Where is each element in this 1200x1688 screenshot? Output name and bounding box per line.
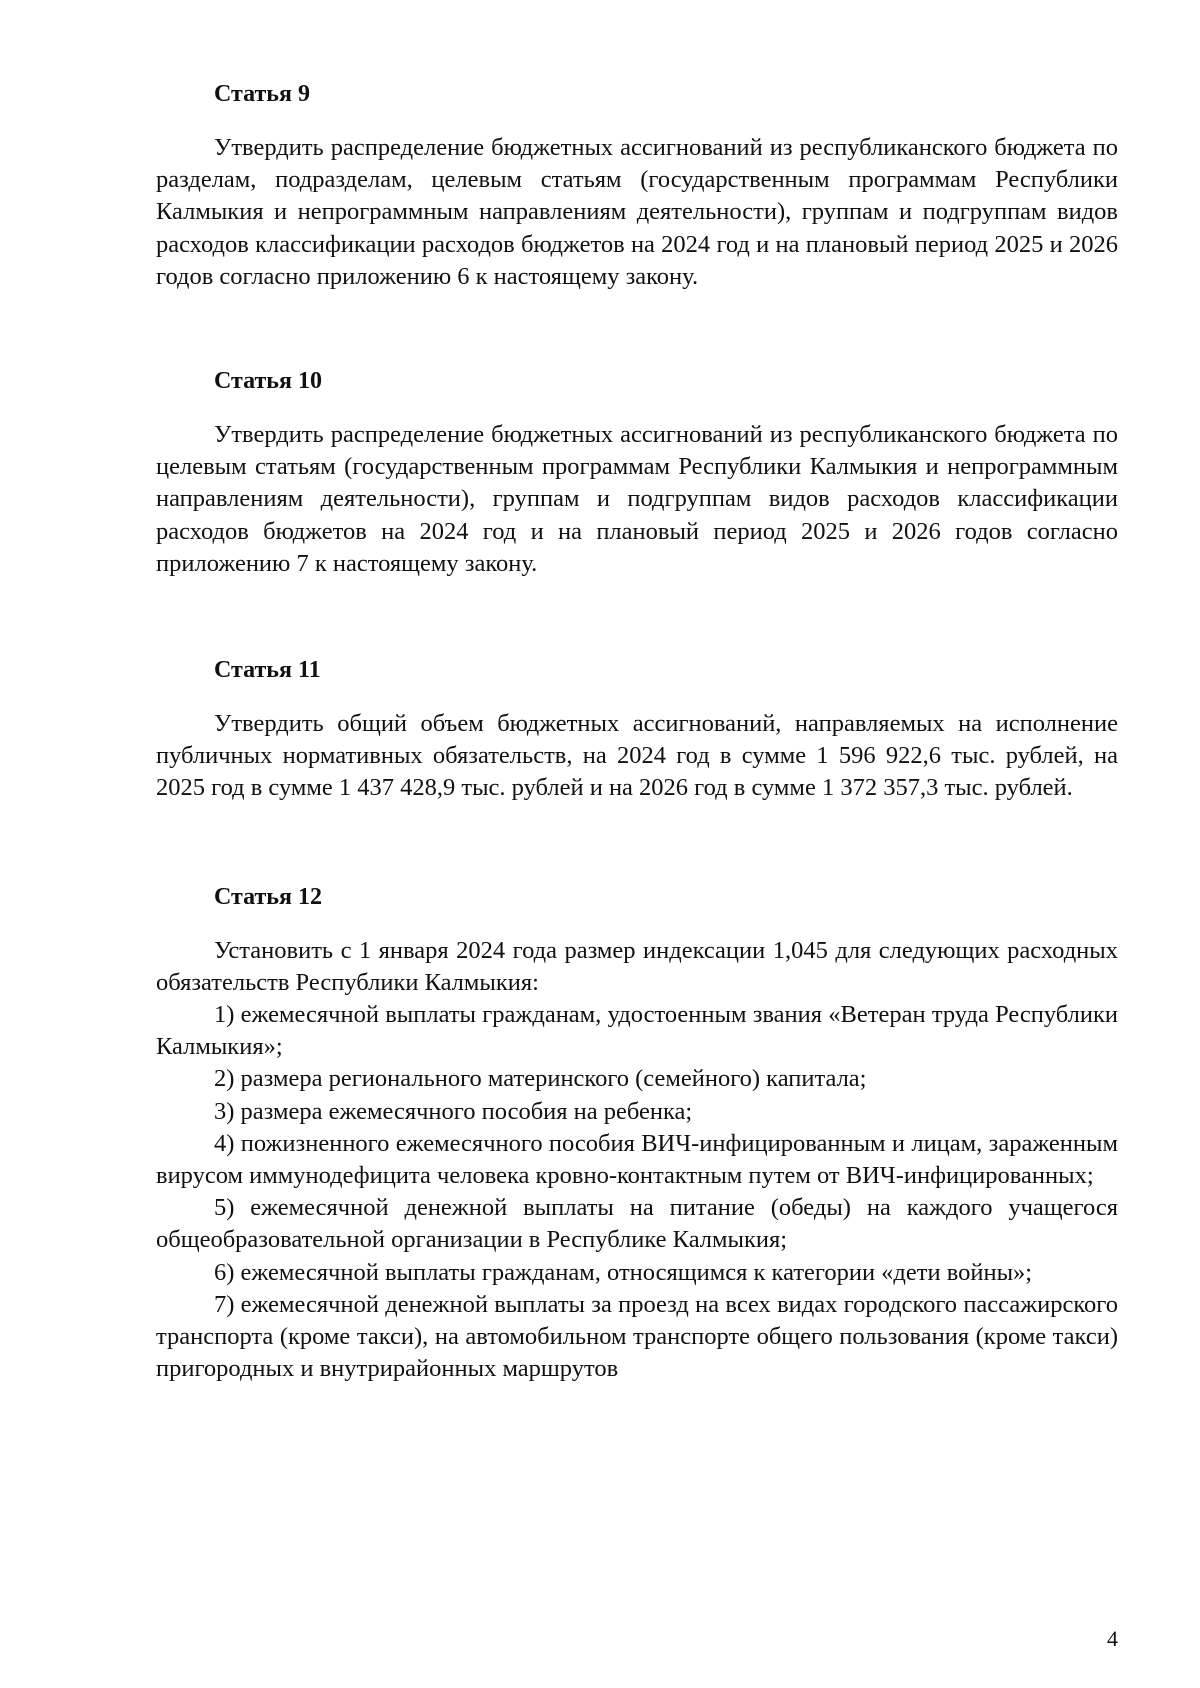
article-text: Утвердить общий объем бюджетных ассигнований, направляемых на исполнение публичных нормативных обязательств, на 2024 год в сумме 1 596 922,6 тыс. рублей, на 2025 год в сумме 1 437 428,9 тыс. рублей и на 2026 год в сумме 1 372 357,3 тыс. рублей. xyxy=(156,710,1118,802)
list-item: 3) размера ежемесячного пособия на ребенка; xyxy=(214,1097,693,1125)
obligations-list xyxy=(156,999,1118,1385)
list-item: 4) пожизненного ежемесячного пособия ВИЧ-инфицированным и лицам, зараженным вирусом иммунодефицита человека кровно-контактным путем от ВИЧ-инфицированных; xyxy=(156,1129,1118,1190)
article-9 xyxy=(156,78,1118,293)
list-item: 7) ежемесячной денежной выплаты за проезд на всех видах городского пассажирского транспорта (кроме такси), на автомобильном транспорте общего пользования (кроме такси) пригородных и внутрирайонных маршрутов xyxy=(156,1290,1118,1383)
article-heading: Статья 10 xyxy=(214,368,322,395)
article-11 xyxy=(156,654,1118,805)
article-12 xyxy=(156,881,1118,1386)
article-heading: Статья 11 xyxy=(214,657,321,684)
page-number: 4 xyxy=(1107,1626,1118,1651)
list-item: 2) размера регионального материнского (семейного) капитала; xyxy=(214,1065,867,1093)
list-item: 6) ежемесячной выплаты гражданам, относящимся к категории «дети войны»; xyxy=(214,1258,1033,1286)
spacer xyxy=(156,805,1118,881)
article-heading: Статья 9 xyxy=(214,81,310,107)
spacer xyxy=(156,580,1118,654)
list-item: 1) ежемесячной выплаты гражданам, удостоенным звания «Ветеран труда Республики Калмыкия»; xyxy=(156,1001,1118,1061)
article-heading: Статья 12 xyxy=(214,883,322,910)
spacer xyxy=(156,293,1118,365)
list-item: 5) ежемесячной денежной выплаты на питание (обеды) на каждого учащегося общеобразовательной организации в Республике Калмыкия; xyxy=(156,1194,1118,1254)
article-text: Установить с 1 января 2024 года размер индексации 1,045 для следующих расходных обязательств Республики Калмыкия: xyxy=(156,936,1118,996)
article-text: Утвердить распределение бюджетных ассигнований из республиканского бюджета по разделам, подразделам, целевым статьям (государственным программам Республики Калмыкия и непрограммным направлениям деятельности), группам и подгруппам видов расходов классификации расходов бюджетов на 2024 год и на плановый период 2025 и 2026 годов согласно приложению 6 к настоящему закону. xyxy=(156,134,1118,290)
article-10 xyxy=(156,365,1118,580)
article-text: Утвердить распределение бюджетных ассигнований из республиканского бюджета по целевым статьям (государственным программам Республики Калмыкия и непрограммным направлениям деятельности), группам и подгруппам видов расходов классификации расходов бюджетов на 2024 год и на плановый период 2025 и 2026 годов согласно приложению 7 к настоящему закону. xyxy=(156,421,1118,577)
